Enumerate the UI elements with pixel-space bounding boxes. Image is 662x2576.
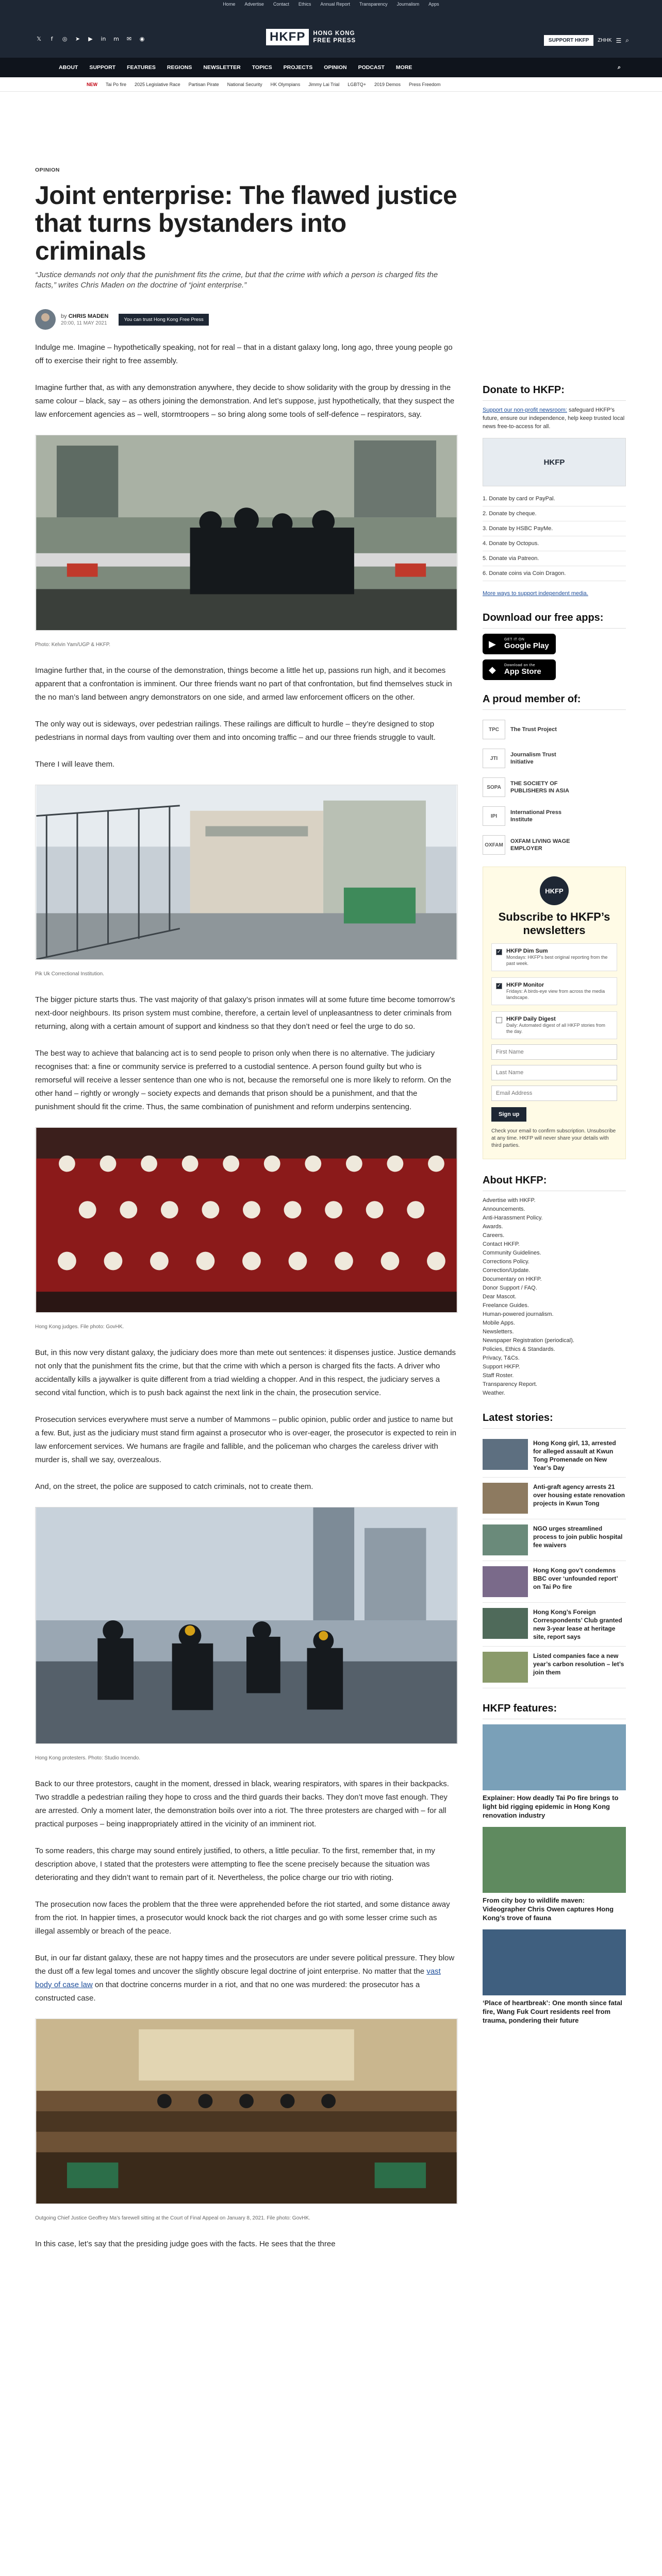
more-ways-link[interactable]: More ways to support independent media. <box>483 590 588 597</box>
about-link[interactable]: Announcements. <box>483 1206 525 1212</box>
support-newsroom-link[interactable]: Support our non-profit newsroom: <box>483 407 567 413</box>
paragraph: Back to our three protestors, caught in the moment, dressed in black, wearing respirators, with spares in their backpacks. Two straddle a pedestrian railing they hope to cross and the third guards their backs. They don’t move fast enough. They are arrested. Only a moment later, the demonstration boils over into a riot. The three protesters are charged with – for all practical purposes – being inappropriately attired in the vicinity of an imminent riot. <box>35 1780 449 1828</box>
donate-option[interactable]: 4. Donate by Octopus. <box>483 536 626 551</box>
story-thumbnail <box>483 1524 528 1555</box>
newsletter-checkbox[interactable] <box>496 1017 502 1023</box>
member-heading: A proud member of: <box>483 693 626 710</box>
trust-project-logo: TPC <box>483 720 505 739</box>
nav-item[interactable]: FEATURES <box>127 64 156 71</box>
paragraph: And, on the street, the police are supposed to catch criminals, not to create them. <box>35 1482 313 1491</box>
member-org[interactable]: TPC The Trust Project <box>483 715 626 744</box>
trending-bar <box>0 77 662 92</box>
about-link[interactable]: Newsletters. <box>483 1329 514 1335</box>
photo-caption: Pik Uk Correctional Institution. <box>35 971 104 977</box>
sopa-logo: SOPA <box>483 777 505 797</box>
first-name-field[interactable] <box>491 1044 617 1060</box>
about-link[interactable]: Awards. <box>483 1224 503 1230</box>
feature-image <box>483 1929 626 1995</box>
story-thumbnail <box>483 1652 528 1683</box>
about-link[interactable]: Mobile Apps. <box>483 1320 515 1326</box>
nav-item[interactable]: ABOUT <box>59 64 78 71</box>
byline <box>35 309 458 330</box>
case-law-link[interactable]: vast body of case law <box>35 1967 441 1989</box>
nav-item[interactable]: MORE <box>395 64 412 71</box>
telegram-icon[interactable]: ➤ <box>75 36 80 42</box>
about-link[interactable]: Policies, Ethics & Standards. <box>483 1346 555 1352</box>
trending-link[interactable]: 2019 Demos <box>374 81 401 87</box>
donate-banner[interactable]: HKFP <box>483 438 626 486</box>
donate-options <box>483 492 626 581</box>
masthead-actions <box>544 35 629 46</box>
latest-story[interactable]: Hong Kong gov’t condemns BBC over ‘unfounded report’ on Tai Po fire <box>483 1561 626 1603</box>
support-hkfp-button[interactable]: SUPPORT HKFP <box>544 35 593 46</box>
feature-story[interactable]: Explainer: How deadly Tai Po fire brings to light bid rigging epidemic in Hong Kong renovation industry <box>483 1724 626 1820</box>
language-switch[interactable]: ZHHK <box>598 38 612 43</box>
about-link[interactable]: Transparency Report. <box>483 1381 537 1387</box>
utility-link[interactable]: Ethics <box>298 2 311 7</box>
feature-image <box>483 1827 626 1893</box>
latest-heading: Latest stories: <box>483 1412 626 1429</box>
utility-link[interactable]: Apps <box>428 2 439 7</box>
about-link[interactable]: Privacy, T&Cs. <box>483 1355 520 1361</box>
author-name[interactable]: by CHRIS MADEN <box>61 313 109 319</box>
facebook-icon[interactable]: f <box>51 36 53 42</box>
trending-link[interactable]: Partisan Pirate <box>188 81 219 87</box>
story-thumbnail <box>483 1483 528 1514</box>
about-link[interactable]: Community Guidelines. <box>483 1250 541 1256</box>
paragraph: But, in our far distant galaxy, these are not happy times and the prosecutors are under severe political pressure. They blow the dust off a few legal tomes and uncover the slightly obscure legal doctrine of joint enterprise. No matter that the vast body of case law on that doctrine concerns murder in a riot, and that no one was murdered: the prosecutor has a constructed case. <box>35 1954 455 2003</box>
donate-option[interactable]: 6. Donate coins via Coin Dragon. <box>483 566 626 581</box>
trending-link[interactable]: National Security <box>227 81 262 87</box>
newsletter-option[interactable]: HKFP Daily Digest Daily: Automated digest of all HKFP stories from the day. <box>491 1011 617 1039</box>
newsletter-checkbox[interactable]: ✓ <box>496 949 502 955</box>
main-navigation <box>0 58 662 77</box>
about-link[interactable]: Human-powered journalism. <box>483 1311 554 1317</box>
article <box>35 167 458 2264</box>
latest-story[interactable]: NGO urges streamlined process to join public hospital fee waivers <box>483 1519 626 1561</box>
article-body <box>35 341 458 2251</box>
paragraph: To some readers, this charge may sound entirely justified, to others, a little peculiar. To the first, remember that, in my description above, I stated that the protesters were attempting to flee the scene precisely because the situation was deteriorating and they didn’t want to remain part of it. Nevertheless, the police charge our trio with rioting. <box>35 1846 435 1882</box>
utility-link[interactable]: Annual Report <box>320 2 350 7</box>
member-org[interactable]: OXFAM OXFAM LIVING WAGE EMPLOYER <box>483 831 626 859</box>
utility-link[interactable]: Contact <box>273 2 289 7</box>
judges-photo[interactable] <box>35 1127 458 1313</box>
about-link[interactable]: Donor Support / FAQ. <box>483 1285 537 1291</box>
article-figure <box>35 435 458 652</box>
trending-link[interactable]: LGBTQ+ <box>347 81 366 87</box>
logo-mark: HKFP <box>266 29 309 45</box>
new-badge: NEW <box>87 81 97 87</box>
app-store-badge[interactable]: ◆ Download on the App Store <box>483 659 556 680</box>
about-link[interactable]: Corrections Policy. <box>483 1259 529 1265</box>
paragraph: There I will leave them. <box>35 760 115 769</box>
court-photo[interactable] <box>35 2019 458 2204</box>
member-org[interactable]: SOPA THE SOCIETY OF PUBLISHERS IN ASIA <box>483 773 626 802</box>
paragraph: The best way to achieve that balancing act is to send people to prison only when there is no alternative. The judiciary recognises that: a fine or community service is preferred to a custodial sentence. A person found guilty but who is remorseful will receive a lesser sentence than one who is not, because the remorseful one is more likely to reform. On the other hand – rightly or wrongly – society expects and demands that prison should be a punishment, and that the punishment should fit the crime. Thus, the same combination of punishment and reform underpins sentencing. <box>35 1049 452 1111</box>
newsletter-checkbox[interactable]: ✓ <box>496 983 502 989</box>
article-category[interactable]: OPINION <box>35 167 60 173</box>
about-link[interactable]: Anti-Harassment Policy. <box>483 1215 543 1221</box>
nav-item[interactable]: PODCAST <box>358 64 385 71</box>
about-link[interactable]: Dear Mascot. <box>483 1294 517 1300</box>
paragraph: In this case, let’s say that the presiding judge goes with the facts. He sees that the three <box>35 2240 336 2248</box>
article-figure <box>35 785 458 981</box>
paragraph: The only way out is sideways, over pedestrian railings. These railings are difficult to hurdle – they’re designed to stop pedestrians in normal days from vaulting over them and into oncoming traffic – and our three friends struggle to vault. <box>35 720 436 742</box>
trust-badge[interactable]: You can trust Hong Kong Free Press <box>119 314 208 326</box>
about-links <box>483 1196 626 1398</box>
masthead <box>0 8 662 58</box>
donate-option[interactable]: 3. Donate by HSBC PayMe. <box>483 521 626 536</box>
photo-caption: Photo: Kelvin Yam/UGP & HKFP. <box>35 642 110 648</box>
latest-story[interactable]: Hong Kong girl, 13, arrested for alleged assault at Kwun Tong Promenade on New Year’s Day <box>483 1434 626 1478</box>
search-icon[interactable]: ⌕ <box>625 37 629 44</box>
email-icon[interactable]: ✉ <box>126 36 132 42</box>
sign-up-button[interactable]: Sign up <box>491 1107 526 1122</box>
protesters-photo[interactable] <box>35 1507 458 1744</box>
nav-item[interactable]: NEWSLETTER <box>203 64 241 71</box>
email-field[interactable] <box>491 1086 617 1101</box>
apps-heading: Download our free apps: <box>483 612 626 629</box>
feature-story[interactable]: ‘Place of heartbreak’: One month since fatal fire, Wang Fuk Court residents reel from trauma, pondering their future <box>483 1929 626 2025</box>
logo-wordmark: HONG KONG FREE PRESS <box>313 30 356 44</box>
paragraph: Imagine further that, as with any demonstration anywhere, they decide to show solidarity with the group by dressing in the same colour – black, say – as others joining the demonstration. And let’s suppose, just hypothetically, that they suspect the law enforcement agencies as – well, stormtroopers – so bring along some tools of self-defence – respirators, say. <box>35 383 455 419</box>
paragraph: Indulge me. Imagine – hypothetically speaking, not for real – that in a distant galaxy long, long ago, three young people go off to exercise their right to free assembly. <box>35 343 453 365</box>
paragraph: But, in this now very distant galaxy, the judiciary does more than mete out sentences: it dispenses justice. Justice demands not only that the punishment fits the crime, but that the crime with which a person is charged fits the facts. A driver who accidentally kills a jaywalker is quite different from a triad wielding a chopper. And in this respect, the judiciary serves a second vital function, which is to push back against the next link in the chain, the prosecution service. <box>35 1348 456 1397</box>
about-link[interactable]: Freelance Guides. <box>483 1302 529 1309</box>
newsletter-signup <box>483 867 626 1159</box>
mastodon-icon[interactable]: m <box>113 36 119 42</box>
utility-link[interactable]: Transparency <box>359 2 388 7</box>
nav-item[interactable]: SUPPORT <box>89 64 116 71</box>
trending-link[interactable]: HK Olympians <box>270 81 301 87</box>
social-links <box>35 35 146 43</box>
member-org[interactable]: JTI Journalism Trust Initiative <box>483 744 626 773</box>
story-thumbnail <box>483 1439 528 1470</box>
nav-item[interactable]: REGIONS <box>167 64 192 71</box>
nav-item[interactable]: OPINION <box>324 64 347 71</box>
feature-image <box>483 1724 626 1790</box>
about-link[interactable]: Advertise with HKFP. <box>483 1197 536 1204</box>
article-headline: Joint enterprise: The flawed justice that turns bystanders into criminals <box>35 181 457 265</box>
nav-item[interactable]: TOPICS <box>252 64 272 71</box>
oxfam-logo: OXFAM <box>483 835 505 855</box>
paragraph: The prosecution now faces the problem that the three were apprehended before the riot started, and some distance away from the riot. In happier times, a prosecutor would knock back the riot charges and go with some lesser crime such as illegal assembly or breach of the peace. <box>35 1900 450 1936</box>
trending-link[interactable]: Jimmy Lai Trial <box>308 81 340 87</box>
author-avatar[interactable] <box>35 309 56 330</box>
utility-link[interactable]: Journalism <box>396 2 420 7</box>
trending-link[interactable]: 2025 Legislative Race <box>135 81 180 87</box>
youtube-icon[interactable]: ▶ <box>88 36 93 42</box>
about-link[interactable]: Careers. <box>483 1232 505 1239</box>
protest-photo[interactable] <box>35 435 458 631</box>
site-logo[interactable] <box>266 29 356 45</box>
apple-icon: ◆ <box>489 665 496 675</box>
instagram-icon[interactable]: ◎ <box>62 36 68 42</box>
about-link[interactable]: Support HKFP. <box>483 1364 520 1370</box>
photo-caption: Outgoing Chief Justice Geoffrey Ma’s farewell sitting at the Court of Final Appeal on January 8, 2021. File photo: GovHK. <box>35 2215 310 2221</box>
last-name-field[interactable] <box>491 1065 617 1080</box>
about-link[interactable]: Contact HKFP. <box>483 1241 520 1247</box>
paragraph: Imagine further that, in the course of the demonstration, things become a little het up, passions run high, and it becomes apparent that a confrontation is imminent. Our three friends want no part of that confrontation, but find themselves stuck in the no man’s land between angry demonstrators on one side, and armed law enforcement officers on the other. <box>35 666 452 702</box>
nav-search-icon[interactable]: ⌕ <box>617 64 621 71</box>
about-heading: About HKFP: <box>483 1175 626 1191</box>
donate-heading: Donate to HKFP: <box>483 384 626 401</box>
sidebar <box>483 384 626 2032</box>
donate-intro: Support our non-profit newsroom: safeguard HKFP’s future, ensure our independence, help keep trusted local news free-to-access for all. <box>483 407 625 430</box>
paragraph: Prosecution services everywhere must serve a number of Mammons – public opinion, public order and justice to name but a few. But, just as the judiciary must stand firm against a prosecutor who is over-eager, the prosecutor is expected to rein in law enforcement services. We humans are fragile and fallible, and the policeman who charges the careless driver with murder is, shall we say, overzealous. <box>35 1415 457 1464</box>
photo-caption: Hong Kong protesters. Photo: Studio Incendo. <box>35 1755 141 1761</box>
newsletter-option[interactable]: ✓ HKFP Dim Sum Mondays: HKFP’s best original reporting from the past week. <box>491 943 617 971</box>
publish-date: 20:00, 11 MAY 2021 <box>61 320 107 326</box>
latest-story[interactable]: Listed companies face a new year’s carbon resolution – let’s join them <box>483 1647 626 1688</box>
about-link[interactable]: Weather. <box>483 1390 505 1396</box>
donate-option[interactable]: 5. Donate via Patreon. <box>483 551 626 566</box>
jti-logo: JTI <box>483 749 505 768</box>
about-link[interactable]: Newspaper Registration (periodical). <box>483 1337 574 1344</box>
member-org[interactable]: IPI International Press Institute <box>483 802 626 831</box>
menu-icon[interactable]: ☰ <box>616 37 622 44</box>
paragraph: The bigger picture starts thus. The vast majority of that galaxy’s prison inmates will at some future time become tomorrow’s next-door neighbours. Its prison system must combine, therefore, a certain level of unpleasantness to deter criminals from returning, along with a certain amount of support and kindness so that they don’t need or feel the urge to do so. <box>35 995 455 1031</box>
nav-item[interactable]: PROJECTS <box>283 64 313 71</box>
story-thumbnail <box>483 1566 528 1597</box>
newsletter-note: Check your email to confirm subscription. Unsubscribe at any time. HKFP will never share your details with third parties. <box>491 1128 616 1148</box>
newsletter-option[interactable]: ✓ HKFP Monitor Fridays: A birds-eye view from across the media landscape. <box>491 977 617 1005</box>
about-link[interactable]: Correction/Update. <box>483 1267 531 1274</box>
trending-link[interactable]: Press Freedom <box>409 81 441 87</box>
play-icon: ▶ <box>489 639 496 650</box>
feature-story[interactable]: From city boy to wildlife maven: Videographer Chris Owen captures Hong Kong’s trove of fauna <box>483 1827 626 1922</box>
twitter-icon[interactable]: 𝕏 <box>37 36 41 42</box>
utility-bar <box>0 0 662 8</box>
newsletter-logo: HKFP <box>540 876 569 905</box>
donate-option[interactable]: 1. Donate by card or PayPal. <box>483 492 626 506</box>
rss-icon[interactable]: ◉ <box>139 36 145 42</box>
ipi-logo: IPI <box>483 806 505 826</box>
article-figure <box>35 2019 458 2225</box>
story-thumbnail <box>483 1608 528 1639</box>
latest-story[interactable]: Hong Kong’s Foreign Correspondents’ Club granted new 3-year lease at heritage site, report says <box>483 1603 626 1647</box>
newsletter-title: Subscribe to HKFP’s newsletters <box>498 910 610 937</box>
latest-story[interactable]: Anti-graft agency arrests 21 over housing estate renovation projects in Kwun Tong <box>483 1478 626 1519</box>
trending-link[interactable]: Tai Po fire <box>106 81 127 87</box>
utility-link[interactable]: Home <box>223 2 236 7</box>
photo-caption: Hong Kong judges. File photo: GovHK. <box>35 1324 124 1330</box>
about-link[interactable]: Staff Roster. <box>483 1372 514 1379</box>
article-standfirst: “Justice demands not only that the punishment fits the crime, but that the crime with which a person is charged fits the facts,” writes Chris Maden on the doctrine of “joint enterprise.” <box>35 270 438 290</box>
about-link[interactable]: Documentary on HKFP. <box>483 1276 542 1282</box>
donate-option[interactable]: 2. Donate by cheque. <box>483 506 626 521</box>
utility-link[interactable]: Advertise <box>244 2 264 7</box>
features-heading: HKFP features: <box>483 1703 626 1719</box>
prison-photo[interactable] <box>35 785 458 960</box>
linkedin-icon[interactable]: in <box>101 36 106 42</box>
article-figure <box>35 1127 458 1334</box>
article-figure <box>35 1507 458 1765</box>
google-play-badge[interactable]: ▶ GET IT ON Google Play <box>483 634 556 654</box>
